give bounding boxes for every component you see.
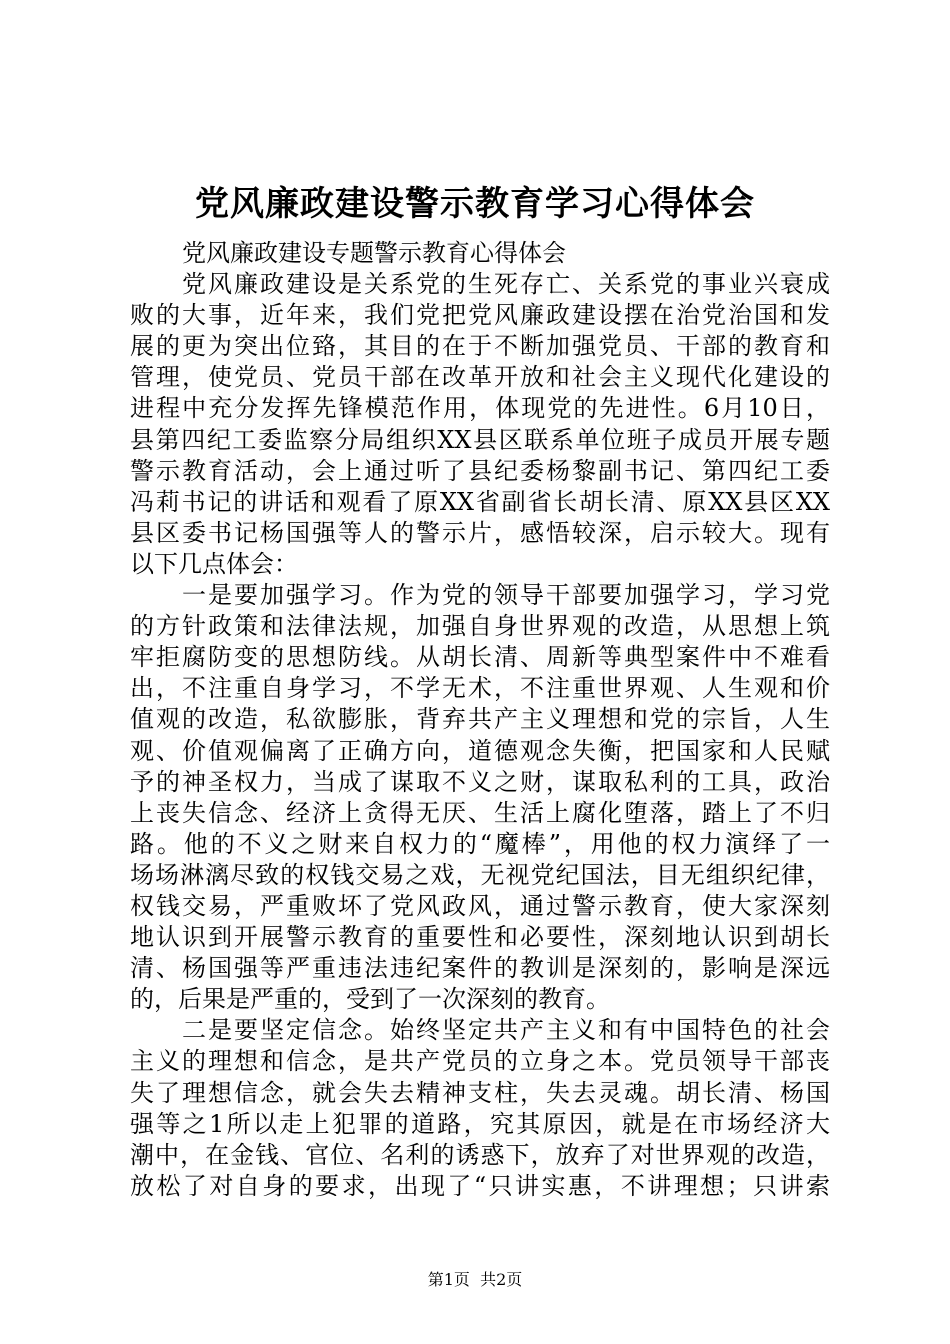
paragraph-line: 一是要加强学习。作为党的领导干部要加强学习，学习党 — [182, 581, 830, 610]
paragraph-line: 的，后果是严重的，受到了一次深刻的教育。 — [130, 985, 610, 1014]
paragraph-line: 潮中，在金钱、官位、名利的诱惑下，放弃了对世界观的改造， — [130, 1140, 830, 1169]
paragraph-line: 上丧失信念、经济上贪得无厌、生活上腐化堕落，踏上了不归 — [130, 798, 830, 827]
paragraph-line: 县区委书记杨国强等人的警示片，感悟较深，启示较大。现有 — [130, 518, 830, 547]
paragraph-line: 管理，使党员、党员干部在改革开放和社会主义现代化建设的 — [130, 363, 830, 392]
paragraph-line: 主义的理想和信念，是共产党员的立身之本。党员领导干部丧 — [130, 1047, 830, 1076]
paragraph-line: 党风廉政建设是关系党的生死存亡、关系党的事业兴衰成 — [182, 270, 830, 299]
paragraph-line: 值观的改造，私欲膨胀，背弃共产主义理想和党的宗旨，人生 — [130, 705, 830, 734]
document-body — [130, 238, 830, 1202]
paragraph-line: 警示教育活动，会上通过听了县纪委杨黎副书记、第四纪工委 — [130, 456, 830, 485]
paragraph-line: 予的神圣权力，当成了谋取不义之财，谋取私利的工具，政治 — [130, 767, 830, 796]
paragraph-line: 县第四纪工委监察分局组织XX县区联系单位班子成员开展专题 — [130, 425, 830, 454]
paragraph-line: 放松了对自身的要求，出现了“只讲实惠，不讲理想；只讲索 — [130, 1171, 830, 1200]
paragraph-line: 进程中充分发挥先锋模范作用，体现党的先进性。6月10日， — [130, 394, 830, 423]
paragraph-line: 强等之1所以走上犯罪的道路，究其原因，就是在市场经济大 — [130, 1109, 830, 1138]
paragraph-line: 清、杨国强等严重违法违纪案件的教训是深刻的，影响是深远 — [130, 954, 830, 983]
paragraph-line: 牢拒腐防变的思想防线。从胡长清、周新等典型案件中不难看 — [130, 643, 830, 672]
page-number-footer: 第1页 共2页 — [427, 1270, 523, 1289]
paragraph-line: 路。他的不义之财来自权力的“魔棒”，用他的权力演绎了一 — [130, 829, 830, 858]
paragraph-line: 权钱交易，严重败坏了党风政风，通过警示教育，使大家深刻 — [130, 891, 830, 920]
paragraph-line: 展的更为突出位臵，其目的在于不断加强党员、干部的教育和 — [130, 332, 830, 361]
paragraph-line: 出，不注重自身学习，不学无术，不注重世界观、人生观和价 — [130, 674, 830, 703]
paragraph-line: 观、价值观偏离了正确方向，道德观念失衡，把国家和人民赋 — [130, 736, 830, 765]
paragraph-line: 场场淋漓尽致的权钱交易之戏，无视党纪国法，目无组织纪律， — [130, 860, 830, 889]
paragraph-line: 二是要坚定信念。始终坚定共产主义和有中国特色的社会 — [182, 1016, 830, 1045]
paragraph-line: 的方针政策和法律法规，加强自身世界观的改造，从思想上筑 — [130, 612, 830, 641]
paragraph-line: 冯莉书记的讲话和观看了原XX省副省长胡长清、原XX县区XX — [130, 487, 830, 516]
paragraph-line: 败的大事，近年来，我们党把党风廉政建设摆在治党治国和发 — [130, 301, 830, 330]
document-title: 党风廉政建设警示教育学习心得体会 — [195, 184, 755, 224]
document-subtitle: 党风廉政建设专题警示教育心得体会 — [182, 239, 566, 267]
paragraph-line: 失了理想信念，就会失去精神支柱，失去灵魂。胡长清、杨国 — [130, 1078, 830, 1107]
paragraph-line: 以下几点体会： — [130, 549, 298, 578]
paragraph-line: 地认识到开展警示教育的重要性和必要性，深刻地认识到胡长 — [130, 923, 830, 952]
